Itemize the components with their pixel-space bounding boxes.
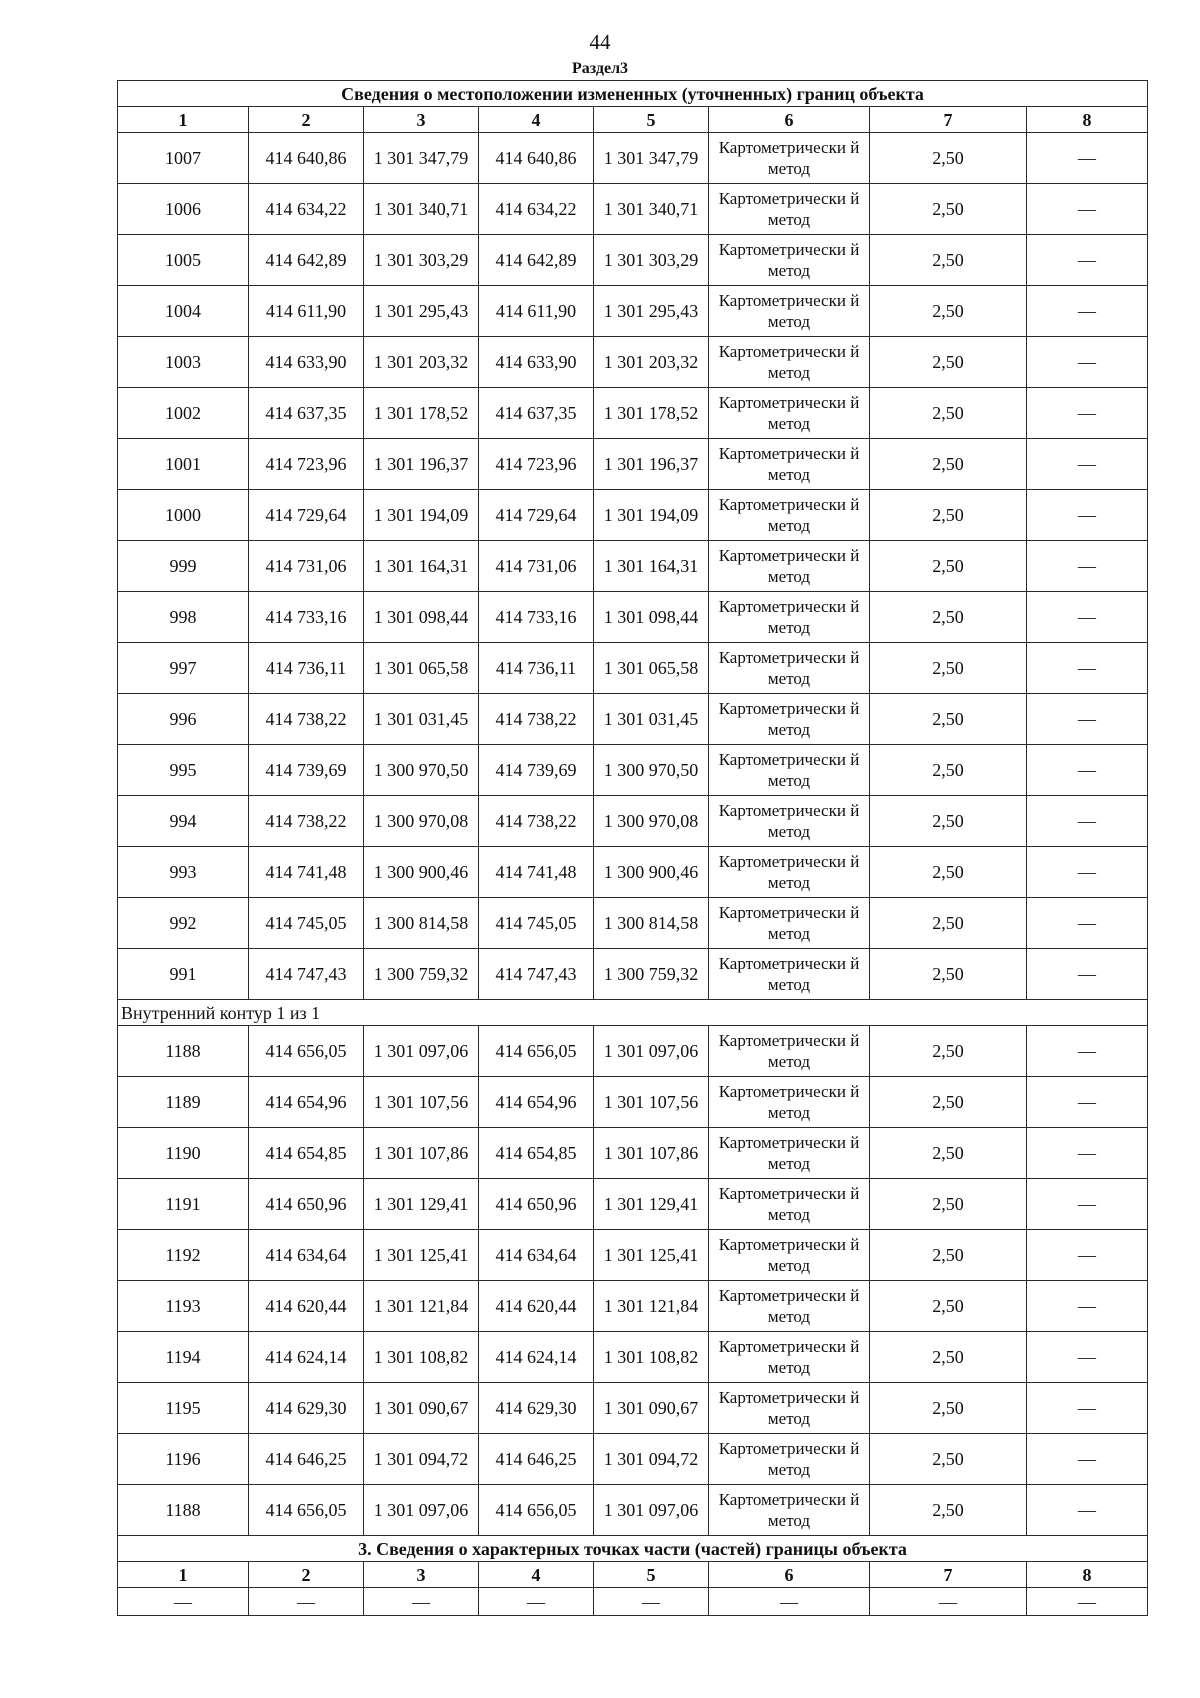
cell-note: — <box>1027 847 1148 898</box>
cell-y-new: 1 301 194,09 <box>594 490 709 541</box>
table2-title: 3. Сведения о характерных точках части (частей) границы объекта <box>118 1536 1148 1562</box>
cell-x-new: 414 654,85 <box>479 1128 594 1179</box>
table2-header-6: 6 <box>709 1562 870 1588</box>
cell-method: — <box>709 1588 870 1616</box>
cell-y-new: 1 300 970,50 <box>594 745 709 796</box>
table-row <box>118 388 1148 439</box>
table-row <box>118 1077 1148 1128</box>
cell-y-existing: 1 301 097,06 <box>364 1485 479 1536</box>
cell-note: — <box>1027 796 1148 847</box>
cell-x-new: 414 736,11 <box>479 643 594 694</box>
cell-method: Картометрически й метод <box>709 1179 870 1230</box>
cell-method: Картометрически й метод <box>709 694 870 745</box>
cell-y-existing: 1 300 970,08 <box>364 796 479 847</box>
cell-y-new: 1 300 970,08 <box>594 796 709 847</box>
cell-note: — <box>1027 133 1148 184</box>
cell-y-existing: 1 301 090,67 <box>364 1383 479 1434</box>
cell-point-number: 997 <box>118 643 249 694</box>
table-row <box>118 1332 1148 1383</box>
cell-x-existing: 414 637,35 <box>249 388 364 439</box>
cell-x-new: 414 745,05 <box>479 898 594 949</box>
cell-x-existing: 414 733,16 <box>249 592 364 643</box>
cell-method: Картометрически й метод <box>709 1077 870 1128</box>
cell-y-new: 1 301 125,41 <box>594 1230 709 1281</box>
cell-point-number: — <box>118 1588 249 1616</box>
table1-header-row <box>118 107 1148 133</box>
cell-method: Картометрически й метод <box>709 1434 870 1485</box>
cell-point-number: 998 <box>118 592 249 643</box>
cell-y-new: 1 301 196,37 <box>594 439 709 490</box>
cell-x-new: 414 637,35 <box>479 388 594 439</box>
cell-note: — <box>1027 541 1148 592</box>
cell-note: — <box>1027 694 1148 745</box>
cell-y-new: 1 301 303,29 <box>594 235 709 286</box>
cell-point-number: 1190 <box>118 1128 249 1179</box>
cell-method: Картометрически й метод <box>709 796 870 847</box>
table-row <box>118 847 1148 898</box>
cell-accuracy: 2,50 <box>870 133 1027 184</box>
cell-x-existing: 414 739,69 <box>249 745 364 796</box>
cell-point-number: 995 <box>118 745 249 796</box>
table2-header-3: 3 <box>364 1562 479 1588</box>
cell-method: Картометрически й метод <box>709 1281 870 1332</box>
page-number: 44 <box>589 30 611 54</box>
table1-header-2: 2 <box>249 107 364 133</box>
cell-y-existing: 1 301 125,41 <box>364 1230 479 1281</box>
cell-x-new: 414 646,25 <box>479 1434 594 1485</box>
cell-accuracy: 2,50 <box>870 949 1027 1000</box>
table2-header-row <box>118 1562 1148 1588</box>
cell-note: — <box>1027 949 1148 1000</box>
cell-x-existing: 414 634,22 <box>249 184 364 235</box>
cell-accuracy: 2,50 <box>870 235 1027 286</box>
table1-header-6: 6 <box>709 107 870 133</box>
cell-x-existing: 414 634,64 <box>249 1230 364 1281</box>
cell-x-existing: 414 629,30 <box>249 1383 364 1434</box>
table-row <box>118 1434 1148 1485</box>
cell-note: — <box>1027 1281 1148 1332</box>
cell-x-new: 414 642,89 <box>479 235 594 286</box>
cell-x-new: 414 741,48 <box>479 847 594 898</box>
cell-x-existing: 414 729,64 <box>249 490 364 541</box>
table-row <box>118 133 1148 184</box>
cell-x-new: 414 654,96 <box>479 1077 594 1128</box>
cell-note: — <box>1027 1179 1148 1230</box>
table2-title-row <box>118 1536 1148 1562</box>
table-row <box>118 745 1148 796</box>
cell-method: Картометрически й метод <box>709 949 870 1000</box>
cell-x-existing: 414 633,90 <box>249 337 364 388</box>
cell-point-number: 1005 <box>118 235 249 286</box>
cell-point-number: 1003 <box>118 337 249 388</box>
cell-point-number: 1007 <box>118 133 249 184</box>
cell-accuracy: 2,50 <box>870 1230 1027 1281</box>
table2-header-7: 7 <box>870 1562 1027 1588</box>
cell-x-new: 414 611,90 <box>479 286 594 337</box>
cell-method: Картометрически й метод <box>709 592 870 643</box>
cell-accuracy: 2,50 <box>870 1128 1027 1179</box>
cell-y-new: 1 301 178,52 <box>594 388 709 439</box>
table2-header-8: 8 <box>1027 1562 1148 1588</box>
cell-y-existing: 1 301 347,79 <box>364 133 479 184</box>
cell-point-number: 994 <box>118 796 249 847</box>
cell-y-new: 1 300 759,32 <box>594 949 709 1000</box>
cell-method: Картометрически й метод <box>709 1332 870 1383</box>
cell-accuracy: 2,50 <box>870 1332 1027 1383</box>
cell-x-new: — <box>479 1588 594 1616</box>
cell-x-existing: 414 620,44 <box>249 1281 364 1332</box>
cell-y-existing: 1 300 970,50 <box>364 745 479 796</box>
table2-header-2: 2 <box>249 1562 364 1588</box>
cell-y-new: 1 301 031,45 <box>594 694 709 745</box>
cell-note: — <box>1027 1588 1148 1616</box>
cell-y-existing: 1 301 129,41 <box>364 1179 479 1230</box>
cell-note: — <box>1027 388 1148 439</box>
cell-x-new: 414 747,43 <box>479 949 594 1000</box>
cell-y-new: 1 301 097,06 <box>594 1026 709 1077</box>
cell-note: — <box>1027 1332 1148 1383</box>
cell-y-new: 1 300 814,58 <box>594 898 709 949</box>
cell-x-new: 414 729,64 <box>479 490 594 541</box>
cell-accuracy: 2,50 <box>870 1281 1027 1332</box>
cell-note: — <box>1027 1230 1148 1281</box>
cell-y-new: 1 301 098,44 <box>594 592 709 643</box>
cell-accuracy: 2,50 <box>870 745 1027 796</box>
cell-accuracy: 2,50 <box>870 1434 1027 1485</box>
cell-note: — <box>1027 643 1148 694</box>
cell-note: — <box>1027 490 1148 541</box>
cell-y-existing: 1 301 164,31 <box>364 541 479 592</box>
cell-method: Картометрически й метод <box>709 439 870 490</box>
table-row <box>118 949 1148 1000</box>
boundary-table <box>117 80 1148 1616</box>
table-row <box>118 1383 1148 1434</box>
cell-method: Картометрически й метод <box>709 286 870 337</box>
cell-x-existing: 414 654,96 <box>249 1077 364 1128</box>
cell-y-new: 1 301 340,71 <box>594 184 709 235</box>
cell-accuracy: 2,50 <box>870 592 1027 643</box>
cell-note: — <box>1027 1128 1148 1179</box>
table2-header-5: 5 <box>594 1562 709 1588</box>
cell-method: Картометрически й метод <box>709 745 870 796</box>
cell-x-existing: 414 611,90 <box>249 286 364 337</box>
cell-y-existing: 1 301 196,37 <box>364 439 479 490</box>
cell-y-new: 1 301 203,32 <box>594 337 709 388</box>
cell-x-existing: 414 624,14 <box>249 1332 364 1383</box>
cell-x-new: 414 634,22 <box>479 184 594 235</box>
cell-y-new: 1 301 107,86 <box>594 1128 709 1179</box>
cell-y-existing: 1 301 108,82 <box>364 1332 479 1383</box>
cell-note: — <box>1027 592 1148 643</box>
cell-y-existing: — <box>364 1588 479 1616</box>
table-row <box>118 643 1148 694</box>
cell-x-existing: 414 646,25 <box>249 1434 364 1485</box>
cell-point-number: 1194 <box>118 1332 249 1383</box>
cell-x-new: 414 624,14 <box>479 1332 594 1383</box>
cell-point-number: 991 <box>118 949 249 1000</box>
table1-header-8: 8 <box>1027 107 1148 133</box>
cell-x-existing: 414 747,43 <box>249 949 364 1000</box>
cell-y-new: — <box>594 1588 709 1616</box>
cell-y-existing: 1 301 107,56 <box>364 1077 479 1128</box>
cell-accuracy: 2,50 <box>870 388 1027 439</box>
cell-y-existing: 1 301 097,06 <box>364 1026 479 1077</box>
cell-method: Картометрически й метод <box>709 184 870 235</box>
table-row <box>118 1128 1148 1179</box>
cell-accuracy: 2,50 <box>870 490 1027 541</box>
cell-method: Картометрически й метод <box>709 847 870 898</box>
cell-note: — <box>1027 1485 1148 1536</box>
table-row <box>118 1281 1148 1332</box>
cell-x-new: 414 656,05 <box>479 1485 594 1536</box>
cell-note: — <box>1027 286 1148 337</box>
cell-x-new: 414 640,86 <box>479 133 594 184</box>
cell-accuracy: 2,50 <box>870 898 1027 949</box>
cell-point-number: 1196 <box>118 1434 249 1485</box>
cell-y-existing: 1 301 194,09 <box>364 490 479 541</box>
table-row <box>118 1179 1148 1230</box>
cell-y-new: 1 301 090,67 <box>594 1383 709 1434</box>
cell-y-new: 1 301 129,41 <box>594 1179 709 1230</box>
cell-method: Картометрически й метод <box>709 643 870 694</box>
table-row <box>118 1230 1148 1281</box>
cell-x-existing: 414 656,05 <box>249 1485 364 1536</box>
cell-accuracy: 2,50 <box>870 796 1027 847</box>
cell-method: Картометрически й метод <box>709 1383 870 1434</box>
cell-note: — <box>1027 184 1148 235</box>
cell-point-number: 996 <box>118 694 249 745</box>
cell-note: — <box>1027 439 1148 490</box>
cell-point-number: 1006 <box>118 184 249 235</box>
table-row <box>118 286 1148 337</box>
cell-x-existing: 414 640,86 <box>249 133 364 184</box>
cell-y-new: 1 301 094,72 <box>594 1434 709 1485</box>
cell-x-existing: 414 656,05 <box>249 1026 364 1077</box>
cell-point-number: 993 <box>118 847 249 898</box>
cell-accuracy: — <box>870 1588 1027 1616</box>
cell-y-existing: 1 301 295,43 <box>364 286 479 337</box>
cell-note: — <box>1027 1077 1148 1128</box>
cell-y-existing: 1 301 303,29 <box>364 235 479 286</box>
cell-y-new: 1 301 164,31 <box>594 541 709 592</box>
cell-method: Картометрически й метод <box>709 235 870 286</box>
cell-x-existing: 414 741,48 <box>249 847 364 898</box>
cell-point-number: 1188 <box>118 1485 249 1536</box>
cell-y-new: 1 301 065,58 <box>594 643 709 694</box>
cell-note: — <box>1027 1434 1148 1485</box>
cell-y-existing: 1 301 107,86 <box>364 1128 479 1179</box>
table1-header-3: 3 <box>364 107 479 133</box>
cell-x-new: 414 633,90 <box>479 337 594 388</box>
cell-method: Картометрически й метод <box>709 490 870 541</box>
cell-y-existing: 1 301 031,45 <box>364 694 479 745</box>
cell-y-new: 1 301 347,79 <box>594 133 709 184</box>
cell-method: Картометрически й метод <box>709 133 870 184</box>
cell-x-existing: 414 738,22 <box>249 694 364 745</box>
cell-x-new: 414 723,96 <box>479 439 594 490</box>
cell-y-new: 1 301 295,43 <box>594 286 709 337</box>
cell-y-new: 1 301 121,84 <box>594 1281 709 1332</box>
cell-x-existing: 414 738,22 <box>249 796 364 847</box>
table1-header-4: 4 <box>479 107 594 133</box>
section-title: Раздел3 <box>571 60 629 77</box>
table-row <box>118 592 1148 643</box>
cell-accuracy: 2,50 <box>870 694 1027 745</box>
cell-point-number: 1002 <box>118 388 249 439</box>
cell-y-existing: 1 301 094,72 <box>364 1434 479 1485</box>
cell-note: — <box>1027 1383 1148 1434</box>
cell-note: — <box>1027 898 1148 949</box>
cell-point-number: 999 <box>118 541 249 592</box>
table-row <box>118 490 1148 541</box>
cell-point-number: 1192 <box>118 1230 249 1281</box>
table1-header-7: 7 <box>870 107 1027 133</box>
cell-y-existing: 1 301 121,84 <box>364 1281 479 1332</box>
cell-y-new: 1 300 900,46 <box>594 847 709 898</box>
cell-point-number: 1195 <box>118 1383 249 1434</box>
cell-accuracy: 2,50 <box>870 1026 1027 1077</box>
cell-point-number: 1001 <box>118 439 249 490</box>
table-row <box>118 541 1148 592</box>
cell-y-existing: 1 301 065,58 <box>364 643 479 694</box>
cell-x-new: 414 650,96 <box>479 1179 594 1230</box>
table-row <box>118 1588 1148 1616</box>
cell-x-new: 414 733,16 <box>479 592 594 643</box>
cell-x-new: 414 620,44 <box>479 1281 594 1332</box>
cell-accuracy: 2,50 <box>870 286 1027 337</box>
cell-point-number: 1193 <box>118 1281 249 1332</box>
table-row <box>118 1485 1148 1536</box>
table-row <box>118 1026 1148 1077</box>
cell-method: Картометрически й метод <box>709 388 870 439</box>
cell-x-new: 414 739,69 <box>479 745 594 796</box>
cell-x-new: 414 634,64 <box>479 1230 594 1281</box>
cell-x-existing: 414 723,96 <box>249 439 364 490</box>
cell-y-existing: 1 301 178,52 <box>364 388 479 439</box>
cell-y-existing: 1 300 900,46 <box>364 847 479 898</box>
cell-method: Картометрически й метод <box>709 1128 870 1179</box>
cell-point-number: 1189 <box>118 1077 249 1128</box>
cell-y-existing: 1 301 098,44 <box>364 592 479 643</box>
inner-contour-row <box>118 1000 1148 1026</box>
cell-y-existing: 1 300 759,32 <box>364 949 479 1000</box>
cell-accuracy: 2,50 <box>870 184 1027 235</box>
cell-x-new: 414 738,22 <box>479 694 594 745</box>
cell-accuracy: 2,50 <box>870 847 1027 898</box>
cell-accuracy: 2,50 <box>870 1179 1027 1230</box>
cell-y-existing: 1 300 814,58 <box>364 898 479 949</box>
table-row <box>118 898 1148 949</box>
cell-x-existing: 414 650,96 <box>249 1179 364 1230</box>
cell-x-existing: 414 745,05 <box>249 898 364 949</box>
cell-y-new: 1 301 107,56 <box>594 1077 709 1128</box>
cell-accuracy: 2,50 <box>870 337 1027 388</box>
cell-x-existing: 414 654,85 <box>249 1128 364 1179</box>
cell-point-number: 1000 <box>118 490 249 541</box>
table2-header-1: 1 <box>118 1562 249 1588</box>
cell-x-new: 414 629,30 <box>479 1383 594 1434</box>
cell-accuracy: 2,50 <box>870 439 1027 490</box>
inner-contour-label: Внутренний контур 1 из 1 <box>118 1000 1148 1026</box>
cell-accuracy: 2,50 <box>870 1485 1027 1536</box>
cell-accuracy: 2,50 <box>870 643 1027 694</box>
table1-title: Сведения о местоположении измененных (уточненных) границ объекта <box>118 81 1148 107</box>
cell-x-new: 414 731,06 <box>479 541 594 592</box>
cell-point-number: 1004 <box>118 286 249 337</box>
cell-point-number: 992 <box>118 898 249 949</box>
cell-x-new: 414 656,05 <box>479 1026 594 1077</box>
cell-method: Картометрически й метод <box>709 1026 870 1077</box>
table-row <box>118 337 1148 388</box>
cell-x-existing: 414 731,06 <box>249 541 364 592</box>
cell-method: Картометрически й метод <box>709 898 870 949</box>
table-row <box>118 796 1148 847</box>
cell-point-number: 1191 <box>118 1179 249 1230</box>
table-row <box>118 439 1148 490</box>
cell-y-new: 1 301 097,06 <box>594 1485 709 1536</box>
cell-x-existing: — <box>249 1588 364 1616</box>
cell-method: Картометрически й метод <box>709 1230 870 1281</box>
cell-y-existing: 1 301 203,32 <box>364 337 479 388</box>
cell-accuracy: 2,50 <box>870 541 1027 592</box>
cell-note: — <box>1027 337 1148 388</box>
cell-note: — <box>1027 235 1148 286</box>
cell-note: — <box>1027 1026 1148 1077</box>
cell-accuracy: 2,50 <box>870 1383 1027 1434</box>
cell-x-existing: 414 642,89 <box>249 235 364 286</box>
cell-point-number: 1188 <box>118 1026 249 1077</box>
table-row <box>118 694 1148 745</box>
cell-x-new: 414 738,22 <box>479 796 594 847</box>
cell-y-new: 1 301 108,82 <box>594 1332 709 1383</box>
table1-header-5: 5 <box>594 107 709 133</box>
cell-method: Картометрически й метод <box>709 1485 870 1536</box>
cell-method: Картометрически й метод <box>709 337 870 388</box>
cell-accuracy: 2,50 <box>870 1077 1027 1128</box>
table-row <box>118 235 1148 286</box>
table-row <box>118 184 1148 235</box>
cell-method: Картометрически й метод <box>709 541 870 592</box>
table1-header-1: 1 <box>118 107 249 133</box>
cell-note: — <box>1027 745 1148 796</box>
table2-header-4: 4 <box>479 1562 594 1588</box>
cell-x-existing: 414 736,11 <box>249 643 364 694</box>
cell-y-existing: 1 301 340,71 <box>364 184 479 235</box>
